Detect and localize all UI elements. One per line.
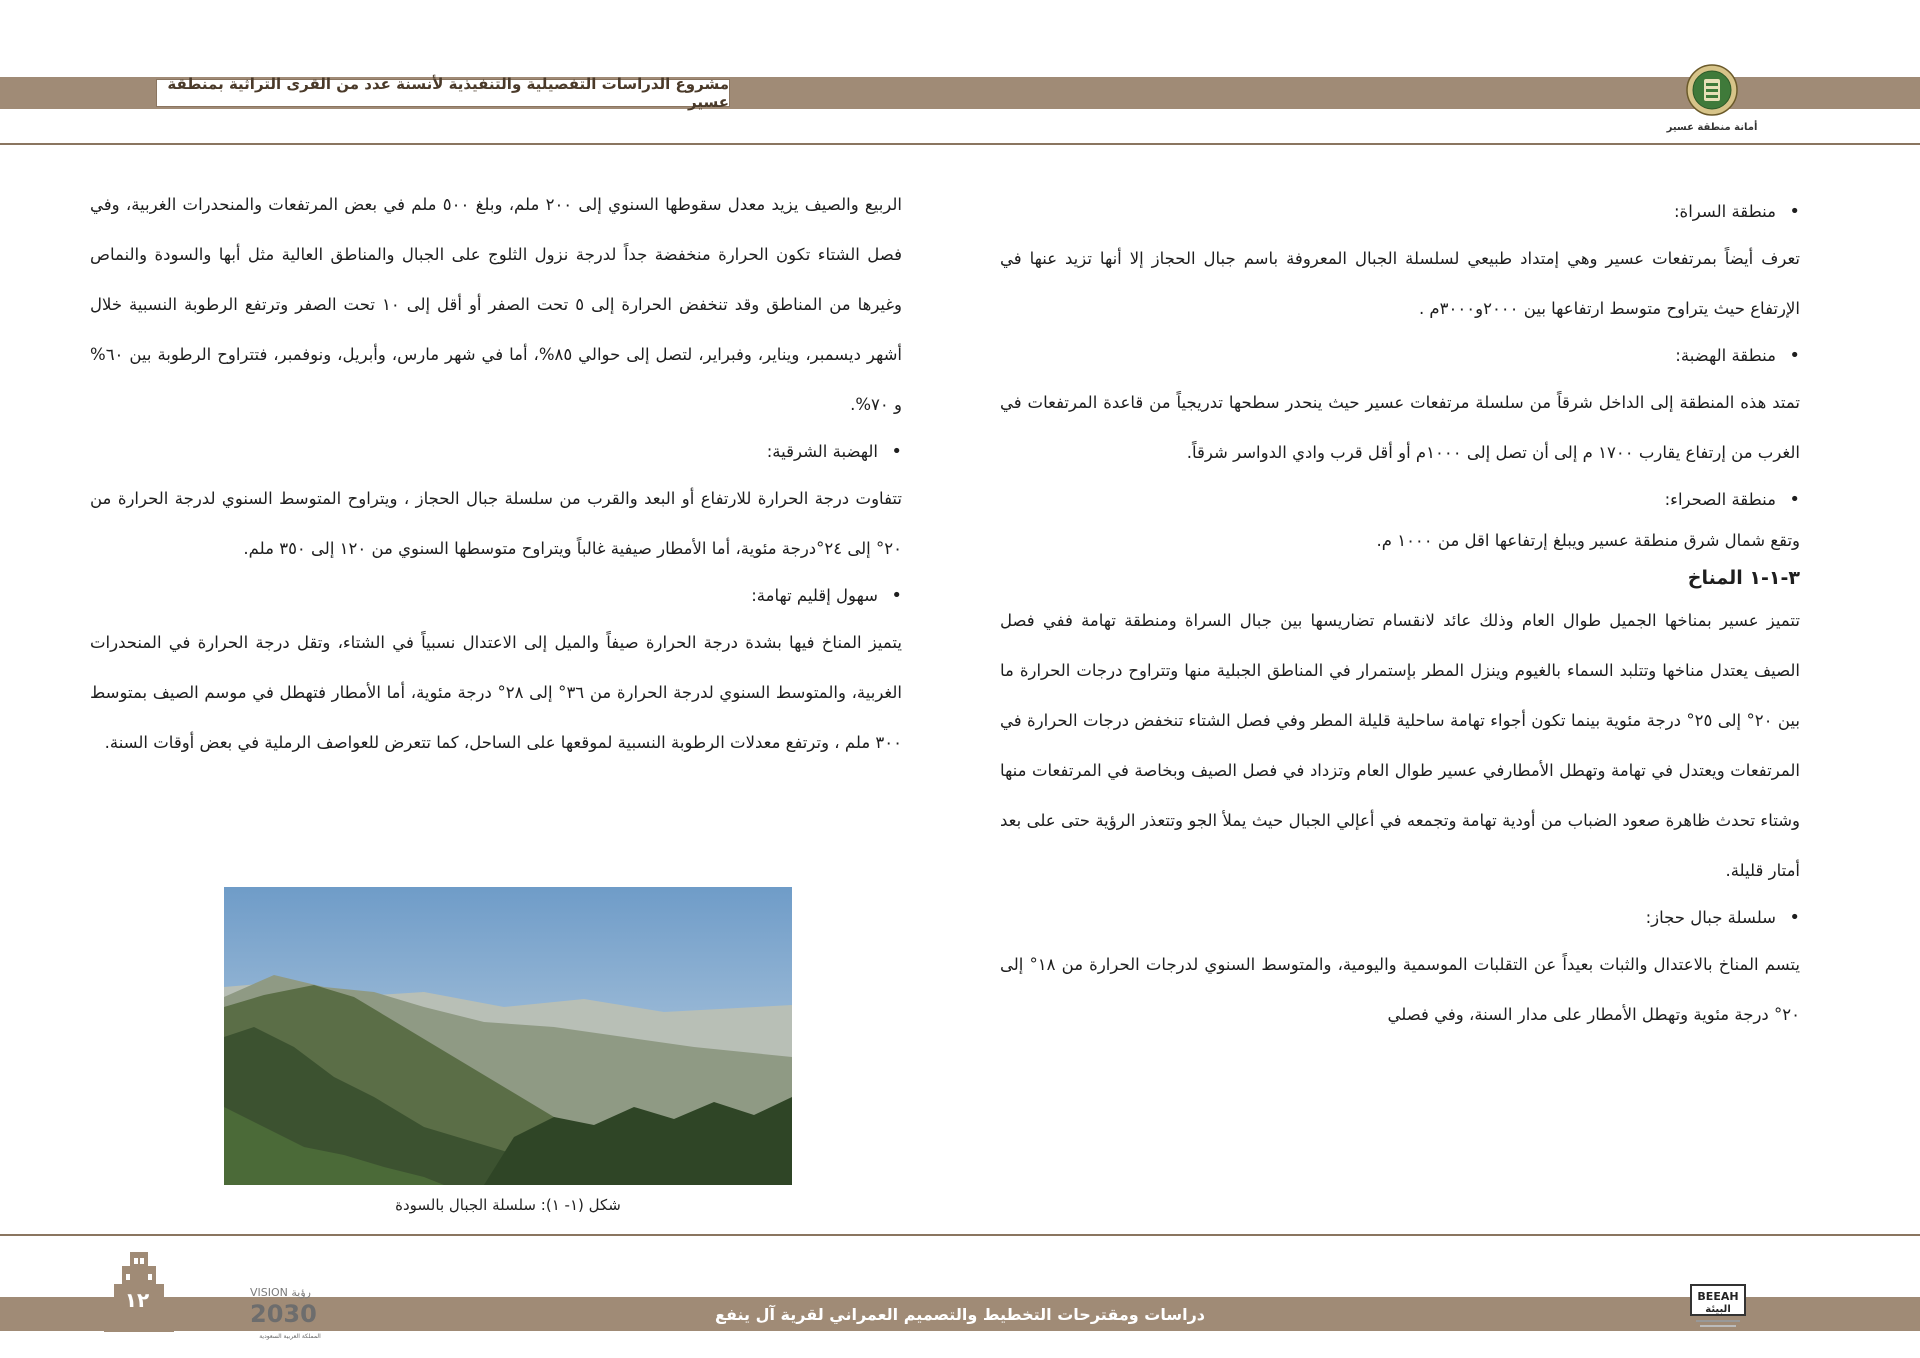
bullet-eastern-plateau: • الهضبة الشرقية: bbox=[90, 430, 902, 474]
paragraph-sarat: تعرف أيضاً بمرتفعات عسير وهي إمتداد طبيعي لسلسلة الجبال المعروفة باسم جبال الحجاز إلا أنها تزيد عنها في الإرتفاع حيث يتراوح متوسط ارتفاعها بين ٢٠٠٠و٣٠٠٠م . bbox=[1000, 249, 1800, 318]
paragraph-desert: وتقع شمال شرق منطقة عسير ويبلغ إرتفاعها اقل من ١٠٠٠ م. bbox=[1376, 531, 1800, 550]
header-divider bbox=[0, 143, 1920, 145]
vision-year: 2030 bbox=[250, 1300, 317, 1328]
bullet-desert-region: • منطقة الصحراء: bbox=[1000, 478, 1800, 522]
right-text-column bbox=[1000, 190, 1800, 1040]
beeah-arabic: البيئة bbox=[1705, 1304, 1731, 1315]
beeah-logo bbox=[1690, 1284, 1746, 1332]
bullet-plateau-region: • منطقة الهضبة: bbox=[1000, 334, 1800, 378]
vision-label: VISION رؤية bbox=[250, 1286, 311, 1299]
left-text-column bbox=[90, 180, 902, 768]
bullet-sarat-region: • منطقة السراة: bbox=[1000, 190, 1800, 234]
section-title-climate: ٣-١-١ المناخ bbox=[1687, 567, 1800, 589]
vision-caption: المملكة العربية السعودية bbox=[259, 1333, 321, 1340]
bullet-tihama-plains: • سهول إقليم تهامة: bbox=[90, 574, 902, 618]
paragraph-spring-summer: الربيع والصيف يزيد معدل سقوطها السنوي إلى ٢٠٠ ملم، وبلغ ٥٠٠ ملم في بعض المرتفعات والمنحدرات الغربية، وفي فصل الشتاء تكون الحرارة منخفضة جداً لدرجة نزول الثلوج على الجبال والمناطق العالية مثل أبها والسودة والنماص وغيرها من المناطق وقد تنخفض الحرارة إلى ٥ تحت الصفر أو أقل إلى ١٠ تحت الصفر وترتفع الرطوبة النسبية خلال أشهر ديسمبر، ويناير، وفبراير، لتصل إلى حوالي ٨٥%، أما في شهر مارس، وأبريل، ونوفمبر، فتتراوح الرطوبة بين ٦٠% و ٧٠%. bbox=[90, 195, 903, 414]
figure-caption: شكل (١- ١): سلسلة الجبال بالسودة bbox=[395, 1196, 621, 1214]
bullet-hejaz-mountains: • سلسلة جبال حجاز: bbox=[1000, 896, 1800, 940]
paragraph-hejaz: يتسم المناخ بالاعتدال والثبات بعيداً عن التقلبات الموسمية واليومية، والمتوسط السنوي لدرجات الحرارة من ١٨° إلى ٢٠° درجة مئوية وتهطل الأمطار على مدار السنة، وفي فصلي bbox=[1000, 955, 1800, 1024]
footer-divider bbox=[0, 1234, 1920, 1236]
paragraph-plateau: تمتد هذه المنطقة إلى الداخل شرقاً من سلسلة مرتفعات عسير حيث ينحدر سطحها تدريجياً من قاعدة المرتفعات في الغرب من إرتفاع يقارب ١٧٠٠ م إلى أن تصل إلى ١٠٠٠م أو أقل قرب وادي الدواسر شرقاً. bbox=[1000, 393, 1800, 462]
vision-2030-logo bbox=[246, 1282, 334, 1332]
header-title: مشروع الدراسات التفصيلية والتنفيذية لأنسنة عدد من القرى التراثية بمنطقة عسير bbox=[156, 79, 730, 107]
beeah-label: BEEAH bbox=[1697, 1290, 1739, 1303]
emblem-caption: أمانة منطقة عسير bbox=[1666, 122, 1758, 133]
footer-title: دراسات ومقترحات التخطيط والتصميم العمراني لقرية آل ينفع bbox=[715, 1304, 1205, 1324]
paragraph-tihama: يتميز المناخ فيها بشدة درجة الحرارة صيفاً والميل إلى الاعتدال نسبياً في الشتاء، وتقل درجة الحرارة في المنحدرات الغربية، والمتوسط السنوي لدرجة الحرارة من ٣٦° إلى ٢٨° درجة مئوية، أما الأمطار فتهطل في موسم الصيف بمتوسط ٣٠٠ ملم ، وترتفع معدلات الرطوبة النسبية لموقعها على الساحل، كما تتعرض للعواصف الرملية في بعض أوقات السنة. bbox=[90, 633, 902, 752]
page-number: ١٢ bbox=[124, 1288, 150, 1312]
paragraph-eastern-plateau: تتفاوت درجة الحرارة للارتفاع أو البعد والقرب من سلسلة جبال الحجاز ، ويتراوح المتوسط السنوي لدرجة الحرارة من ٢٠° إلى ٢٤°درجة مئوية، أما الأمطار صيفية غالباً ويتراوح متوسطها السنوي من ١٢٠ إلى ٣٥٠ ملم. bbox=[90, 489, 902, 558]
asir-municipality-emblem-icon bbox=[1686, 64, 1738, 116]
mountains-photo bbox=[224, 887, 792, 1185]
paragraph-climate: تتميز عسير بمناخها الجميل طوال العام وذلك عائد لانقسام تضاريسها بين جبال السراة ومنطقة تهامة ففي فصل الصيف يعتدل مناخها وتتلبد السماء بالغيوم وينزل المطر بإستمرار في المناطق الجبلية منها وتتراوح درجات الحرارة ما بين ٢٠° إلى ٢٥° درجة مئوية بينما تكون أجواء تهامة ساحلية قليلة المطر وفي فصل الشتاء تنخفض درجات الحرارة في المرتفعات ويعتدل في تهامة وتهطل الأمطارفي عسير طوال العام وتزداد في فصل الصيف وبخاصة في المرتفعات منها وشتاء تحدث ظاهرة صعود الضباب من أودية تهامة وتجمعه في أعإلي الجبال حيث يملأ الجو وتتعذر الرؤية حتى على بعد أمتار قليلة. bbox=[1000, 611, 1800, 880]
